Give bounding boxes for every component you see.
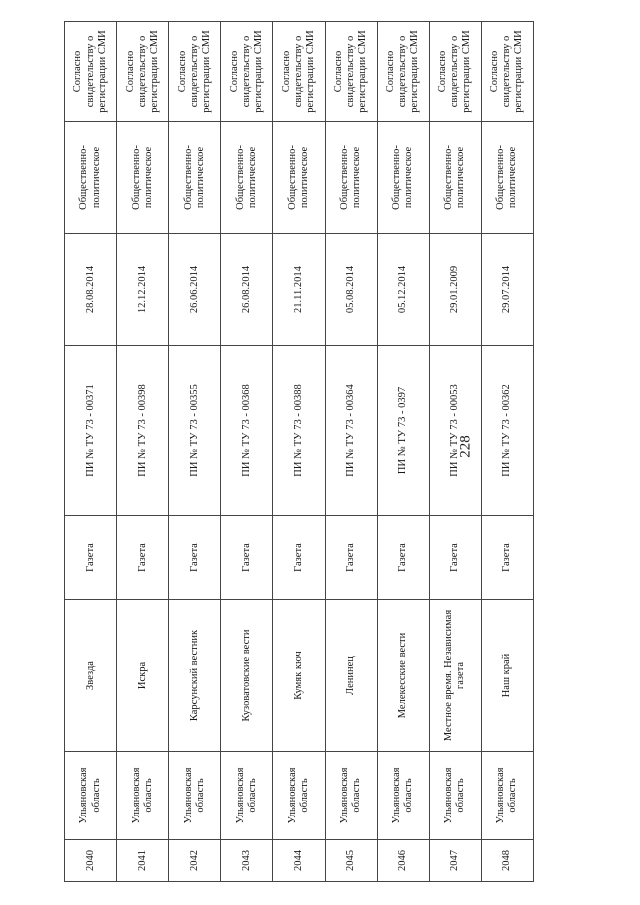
table-row <box>117 22 169 882</box>
cell-date: 29.01.2009 <box>429 234 481 346</box>
cell-topic: Общественно-политическое <box>169 122 221 234</box>
cell-media-type: Газета <box>117 516 169 600</box>
cell-date: 05.12.2014 <box>377 234 429 346</box>
cell-topic: Общественно-политическое <box>429 122 481 234</box>
cell-number: 2043 <box>221 840 273 882</box>
cell-license: ПИ № ТУ 73 - 00398 <box>117 346 169 516</box>
registry-table-wrapper <box>64 22 534 882</box>
cell-media-name: Мелекесские вести <box>377 600 429 752</box>
cell-media-name: Кузоватовские вести <box>221 600 273 752</box>
cell-topic: Общественно-политическое <box>65 122 117 234</box>
cell-topic: Общественно-политическое <box>325 122 377 234</box>
cell-date: 28.08.2014 <box>65 234 117 346</box>
cell-region: Ульяновская область <box>169 752 221 840</box>
cell-number: 2047 <box>429 840 481 882</box>
table-row <box>325 22 377 882</box>
cell-number: 2042 <box>169 840 221 882</box>
cell-date: 12.12.2014 <box>117 234 169 346</box>
cell-media-type: Газета <box>325 516 377 600</box>
cell-region: Ульяновская область <box>273 752 325 840</box>
cell-media-type: Газета <box>65 516 117 600</box>
cell-number: 2046 <box>377 840 429 882</box>
cell-license: ПИ № ТУ 73 - 00053 <box>429 346 481 516</box>
cell-license: ПИ № ТУ 73 - 00388 <box>273 346 325 516</box>
cell-date: 05.08.2014 <box>325 234 377 346</box>
cell-media-name: Звезда <box>65 600 117 752</box>
cell-media-name: Кумяк кюч <box>273 600 325 752</box>
cell-date: 29.07.2014 <box>481 234 533 346</box>
table-row <box>221 22 273 882</box>
cell-region: Ульяновская область <box>377 752 429 840</box>
cell-license: ПИ № ТУ 73 - 00362 <box>481 346 533 516</box>
table-row <box>273 22 325 882</box>
cell-region: Ульяновская область <box>325 752 377 840</box>
registry-table-rotated <box>64 22 534 882</box>
table-row <box>481 22 533 882</box>
cell-topic: Общественно-политическое <box>117 122 169 234</box>
cell-distribution: Согласно свидетельству о регистрации СМИ <box>273 22 325 122</box>
cell-distribution: Согласно свидетельству о регистрации СМИ <box>481 22 533 122</box>
cell-distribution: Согласно свидетельству о регистрации СМИ <box>377 22 429 122</box>
cell-topic: Общественно-политическое <box>481 122 533 234</box>
cell-region: Ульяновская область <box>221 752 273 840</box>
table-row <box>377 22 429 882</box>
cell-media-type: Газета <box>273 516 325 600</box>
cell-media-type: Газета <box>481 516 533 600</box>
page-number: 228 <box>457 435 474 458</box>
cell-media-name: Местное время. Независимая газета <box>429 600 481 752</box>
cell-license: ПИ № ТУ 73 - 0397 <box>377 346 429 516</box>
cell-media-type: Газета <box>169 516 221 600</box>
table-row <box>429 22 481 882</box>
table-body <box>65 22 534 882</box>
cell-region: Ульяновская область <box>65 752 117 840</box>
cell-distribution: Согласно свидетельству о регистрации СМИ <box>117 22 169 122</box>
table-row <box>65 22 117 882</box>
cell-distribution: Согласно свидетельству о регистрации СМИ <box>65 22 117 122</box>
cell-media-type: Газета <box>429 516 481 600</box>
cell-date: 21.11.2014 <box>273 234 325 346</box>
cell-media-name: Карсунский вестник <box>169 600 221 752</box>
cell-date: 26.06.2014 <box>169 234 221 346</box>
cell-number: 2048 <box>481 840 533 882</box>
cell-media-type: Газета <box>377 516 429 600</box>
cell-media-name: Наш край <box>481 600 533 752</box>
cell-distribution: Согласно свидетельству о регистрации СМИ <box>429 22 481 122</box>
cell-media-name: Ленинец <box>325 600 377 752</box>
cell-license: ПИ № ТУ 73 - 00364 <box>325 346 377 516</box>
cell-media-name: Искра <box>117 600 169 752</box>
table-row <box>169 22 221 882</box>
cell-distribution: Согласно свидетельству о регистрации СМИ <box>221 22 273 122</box>
cell-topic: Общественно-политическое <box>273 122 325 234</box>
cell-number: 2041 <box>117 840 169 882</box>
cell-license: ПИ № ТУ 73 - 00368 <box>221 346 273 516</box>
media-registry-table <box>64 21 534 882</box>
cell-media-type: Газета <box>221 516 273 600</box>
cell-region: Ульяновская область <box>429 752 481 840</box>
cell-license: ПИ № ТУ 73 - 00371 <box>65 346 117 516</box>
cell-distribution: Согласно свидетельству о регистрации СМИ <box>325 22 377 122</box>
cell-region: Ульяновская область <box>481 752 533 840</box>
cell-distribution: Согласно свидетельству о регистрации СМИ <box>169 22 221 122</box>
cell-number: 2044 <box>273 840 325 882</box>
cell-number: 2040 <box>65 840 117 882</box>
cell-topic: Общественно-политическое <box>221 122 273 234</box>
cell-number: 2045 <box>325 840 377 882</box>
cell-license: ПИ № ТУ 73 - 00355 <box>169 346 221 516</box>
cell-region: Ульяновская область <box>117 752 169 840</box>
cell-topic: Общественно-политическое <box>377 122 429 234</box>
cell-date: 26.08.2014 <box>221 234 273 346</box>
